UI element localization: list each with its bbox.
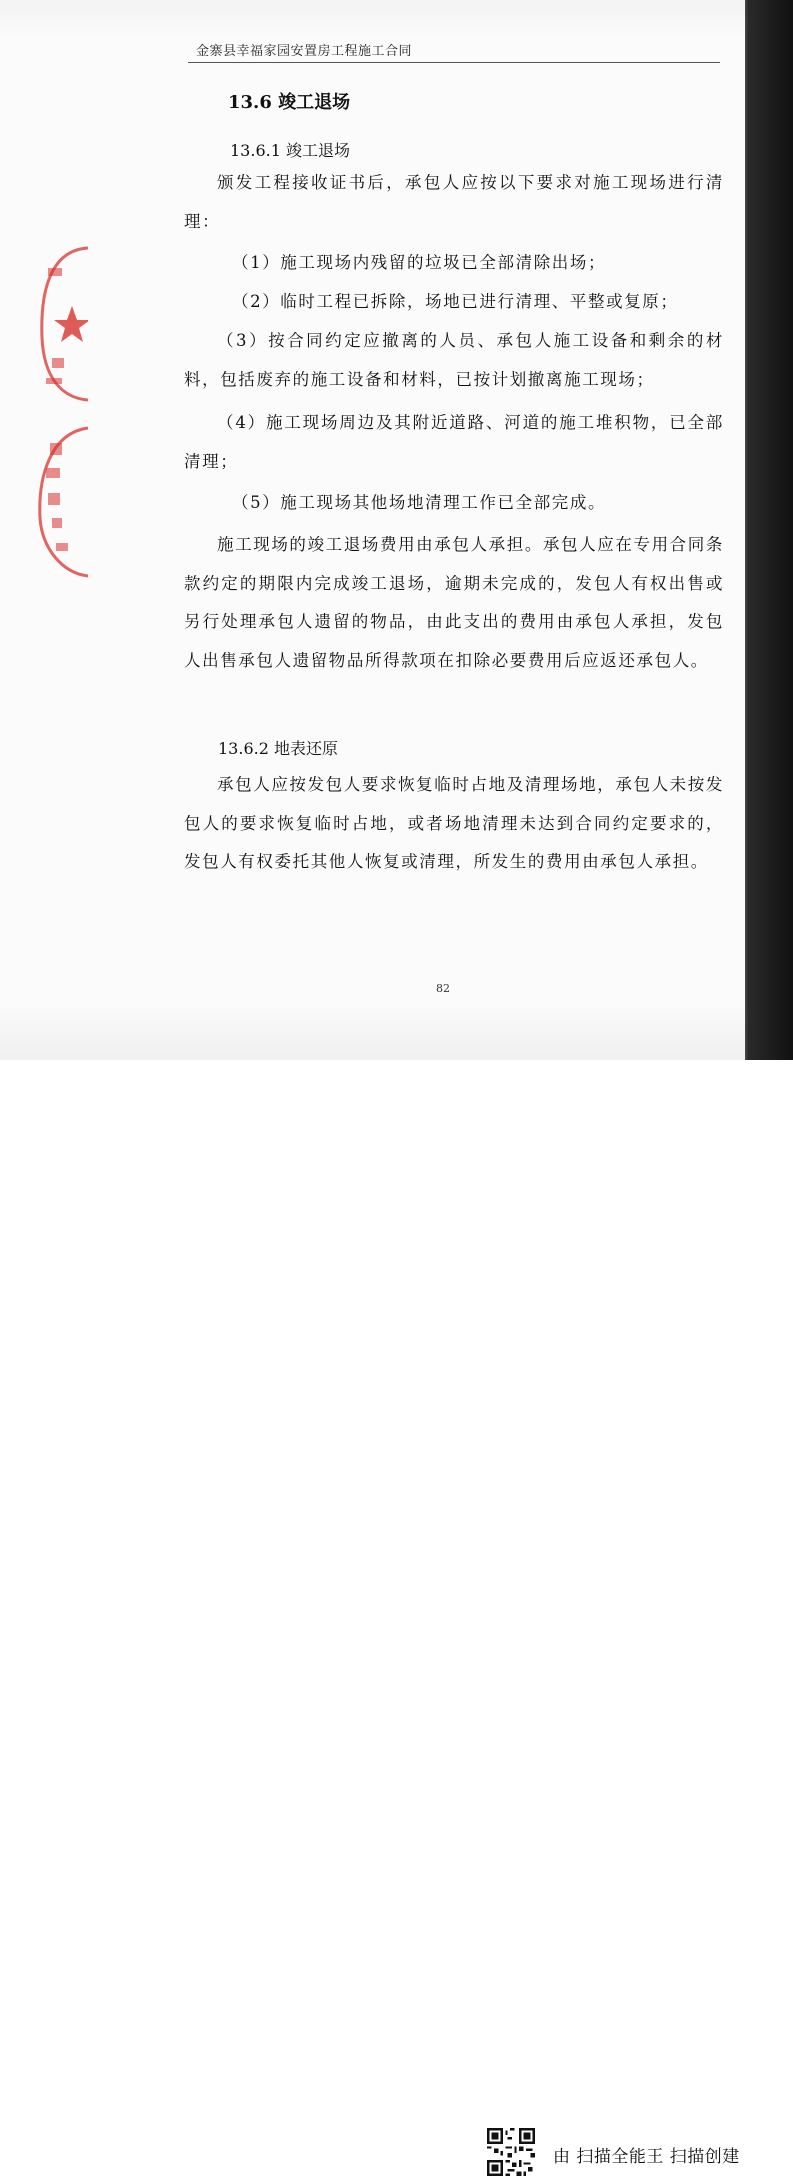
list-item-1: （1）施工现场内残留的垃圾已全部清除出场； <box>232 253 607 272</box>
qr-code-icon <box>487 2128 535 2176</box>
list-item-2: （2）临时工程已拆除，场地已进行清理、平整或复原； <box>232 292 679 311</box>
fee-paragraph: 施工现场的竣工退场费用由承包人承担。承包人应在专用合同条款约定的期限内完成竣工退场，逾期未完成的，发包人有权出售或另行处理承包人遗留的物品，由此支出的费用由承包人承担，发包人出售承包人遗留物品所得款项在扣除必要费用后应返还承包人。 <box>184 535 724 670</box>
subsection-title-1: 13.6.1 竣工退场 <box>230 141 350 160</box>
header-title: 金寨县幸福家园安置房工程施工合同 <box>196 44 413 59</box>
document-page <box>0 0 793 1060</box>
seal-stamp-icon <box>32 228 88 578</box>
scanner-footer <box>0 1062 793 2167</box>
restore-paragraph: 承包人应按发包人要求恢复临时占地及清理场地，承包人未按发包人的要求恢复临时占地，或者场地清理未达到合同约定要求的，发包人有权委托其他人恢复或清理，所发生的费用由承包人承担。 <box>184 775 724 871</box>
scanner-credit-text: 由 扫描全能王 扫描创建 <box>553 2147 740 2167</box>
list-item-3: （3）按合同约定应撤离的人员、承包人施工设备和剩余的材料，包括废弃的施工设备和材料，已按计划撤离施工现场； <box>184 331 724 389</box>
list-item-5: （5）施工现场其他场地清理工作已全部完成。 <box>232 493 607 512</box>
header-rule <box>188 62 720 63</box>
section-heading: 13.6 竣工退场 <box>228 92 351 113</box>
subsection-title-2: 13.6.2 地表还原 <box>218 739 338 758</box>
page-number: 82 <box>436 982 450 995</box>
intro-paragraph: 颁发工程接收证书后，承包人应按以下要求对施工现场进行清理： <box>184 173 724 231</box>
list-item-4: （4）施工现场周边及其附近道路、河道的施工堆积物，已全部清理； <box>184 413 724 471</box>
